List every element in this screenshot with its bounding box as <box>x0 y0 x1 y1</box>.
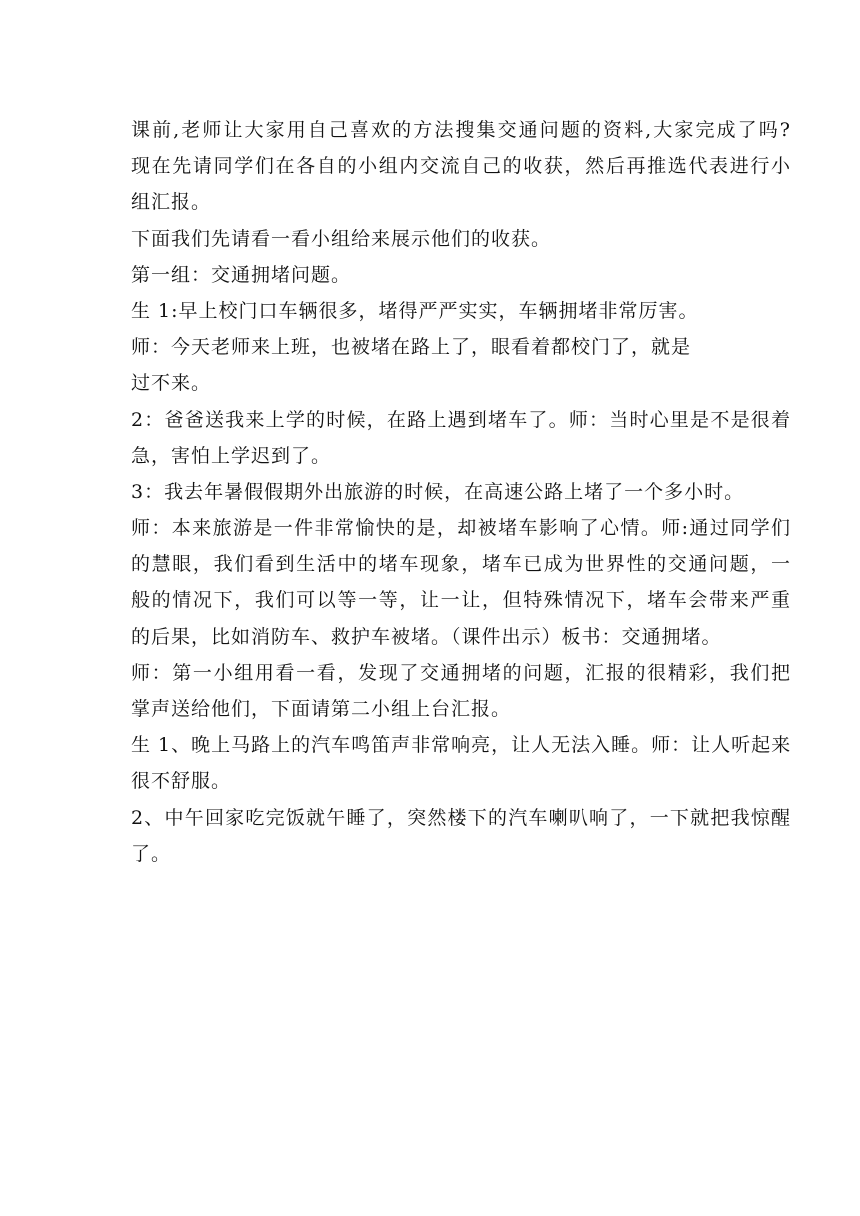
text-line: 的后果，比如消防车、救护车被堵。（课件出示）板书：交通拥堵。 <box>131 625 722 648</box>
text-line: 生 1:早上校门口车辆很多，堵得严严实实，车辆拥堵非常厉害。 <box>131 299 699 322</box>
text-line: 师：本来旅游是一件非常愉快的是，却被堵车影响了心情。师:通过同学们 <box>131 517 791 540</box>
text-line: 掌声送给他们，下面请第二小组上台汇报。 <box>131 698 512 720</box>
text-line: 师：今天老师来上班，也被堵在路上了，眼看着都校门了，就是 <box>131 336 692 359</box>
text-line: 的慧眼，我们看到生活中的堵车现象，堵车已成为世界性的交通问题，一 <box>131 553 791 576</box>
text-line: 2：爸爸送我来上学的时候，在路上遇到堵车了。师：当时心里是不是很着 <box>131 408 791 431</box>
text-line: 2、中午回家吃完饭就午睡了，突然楼下的汽车喇叭响了，一下就把我惊醒 <box>131 806 791 829</box>
document-body <box>131 112 791 872</box>
text-line: 了。 <box>131 842 172 865</box>
text-line: 组汇报。 <box>131 191 212 214</box>
text-line: 过不来。 <box>131 372 212 395</box>
text-line: 3：我去年暑假假期外出旅游的时候，在高速公路上堵了一个多小时。 <box>131 480 745 503</box>
text-line: 下面我们先请看一看小组给来展示他们的收获。 <box>131 227 552 250</box>
text-line: 师：第一小组用看一看，发现了交通拥堵的问题，汇报的很精彩，我们把 <box>131 661 791 684</box>
text-line: 般的情况下，我们可以等一等，让一让，但特殊情况下，堵车会带来严重 <box>131 589 791 612</box>
text-line: 很不舒服。 <box>131 770 232 793</box>
text-line: 第一组：交通拥堵问题。 <box>131 263 352 286</box>
text-line: 课前,老师让大家用自己喜欢的方法搜集交通问题的资料,大家完成了吗? <box>131 119 791 141</box>
text-line: 现在先请同学们在各自的小组内交流自己的收获，然后再推选代表进行小 <box>131 155 791 178</box>
text-line: 生 1、晚上马路上的汽车鸣笛声非常响亮，让人无法入睡。师：让人听起来 <box>131 734 792 757</box>
text-line: 急，害怕上学迟到了。 <box>131 444 332 467</box>
